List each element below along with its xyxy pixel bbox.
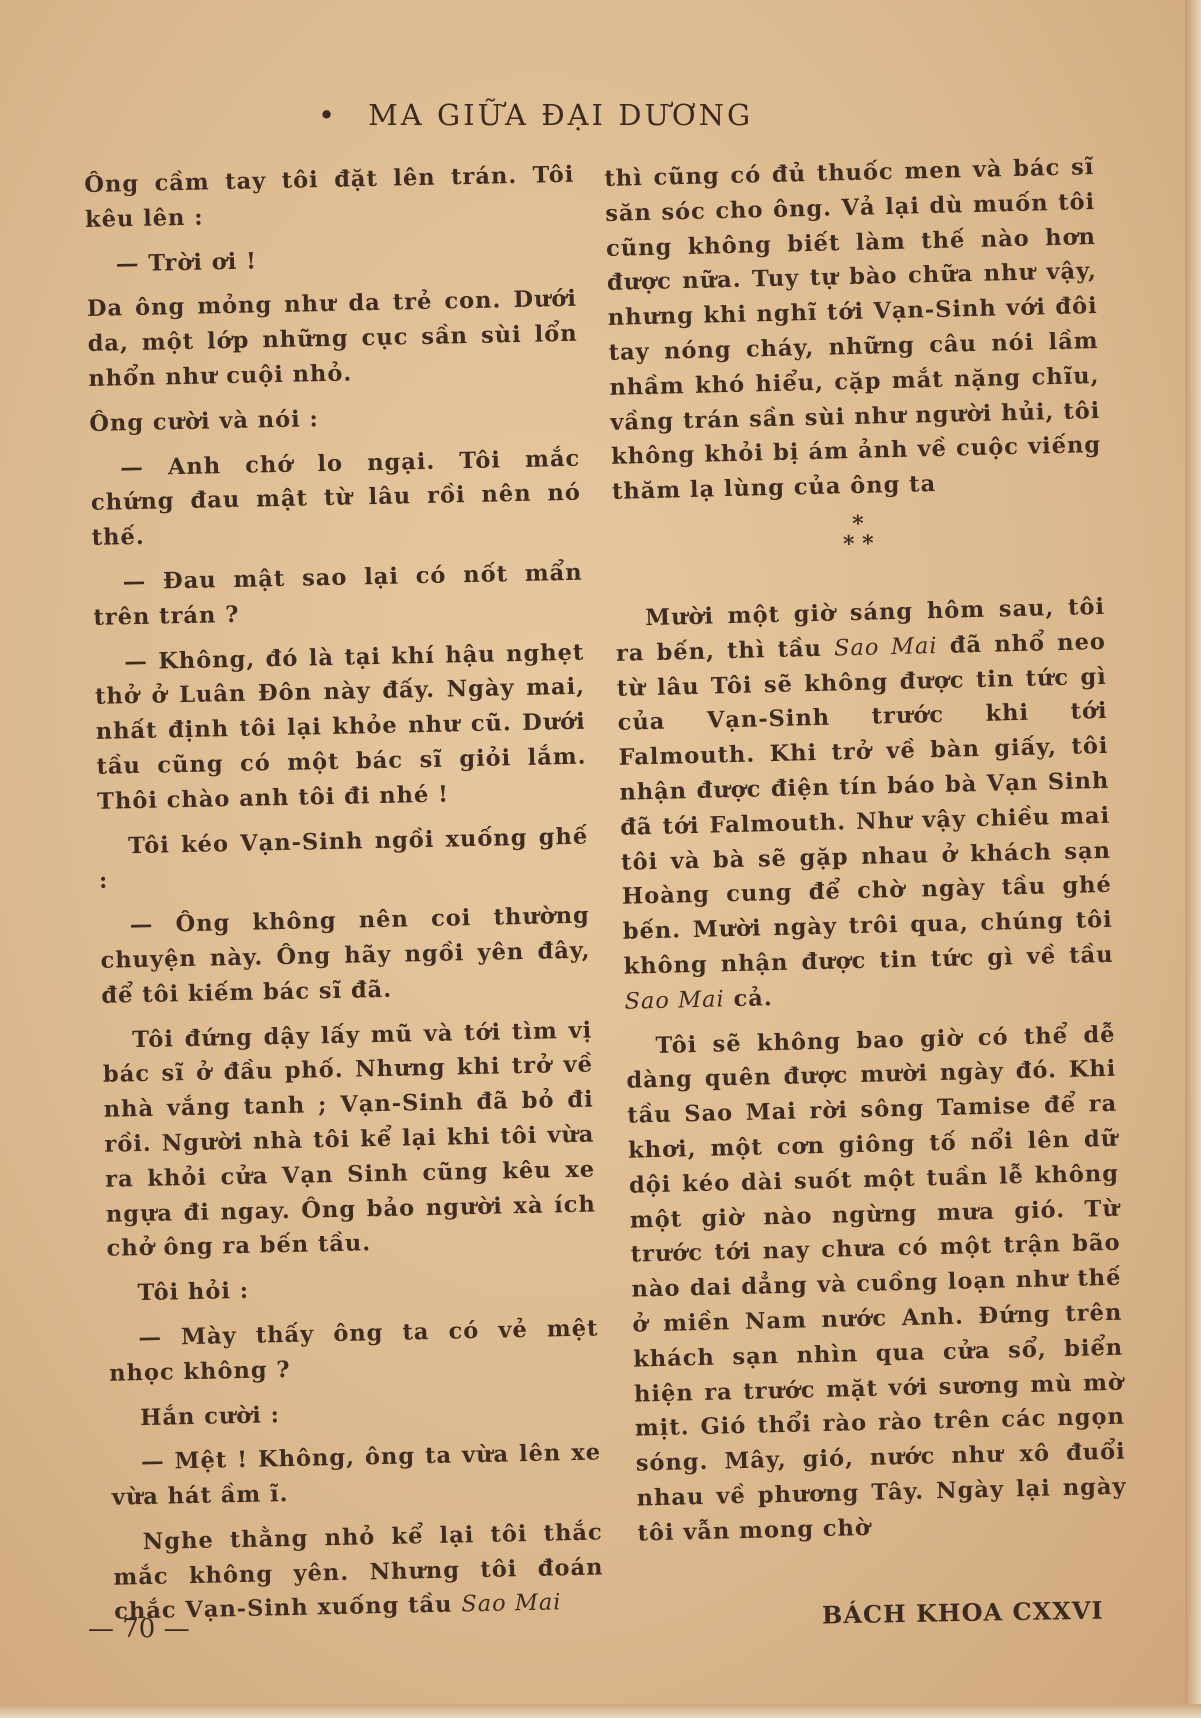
page-number: — 70 — bbox=[88, 1614, 190, 1644]
paragraph: — Đau mật sao lại có nốt mẩn trên trán ? bbox=[93, 559, 583, 631]
ship-name: Sao Mai bbox=[833, 632, 938, 662]
paragraph-text: cả. bbox=[733, 984, 773, 1012]
left-column bbox=[84, 158, 605, 1630]
paragraph: — Trời ơi ! bbox=[115, 247, 258, 277]
asterism-bottom: * * bbox=[842, 530, 875, 558]
asterism-top: * bbox=[851, 510, 864, 538]
paragraph: Da ông mỏng như da trẻ con. Dưới da, một lớp những cục sần sùi lổn nhổn như cuội nhỏ. bbox=[86, 286, 578, 392]
paragraph: Tôi sẽ không bao giờ có thể dễ dàng quên được mười ngày đó. Khi tầu Sao Mai rời sông Tamise để ra khơi, một cơn giông tố nổi lên dữ dội kéo dài suốt một tuần lễ không một giờ nào ngừng mưa gió. Từ trước tới nay chưa có một trận bão nào dai dẳng và cuồng loạn như thế ở miền Nam nước Anh. Đứng trên khách sạn nhìn qua cửa sổ, biển hiện ra trước mặt với sương mù mờ mịt. Gió thổi rào rào trên các ngọn sóng. Mây, gió, nước như xô đuổi nhau về phương Tây. Ngày lại ngày tôi vẫn mong chờ bbox=[626, 1021, 1127, 1547]
paragraph-text: Mười một giờ sáng hôm sau, tôi ra bến, thì tầu bbox=[615, 593, 1106, 667]
page-edge-right bbox=[1185, 0, 1201, 1718]
paragraph: thì cũng có đủ thuốc men và bác sĩ săn sóc cho ông. Vả lại dù muốn tôi cũng không biết làm thế nào hơn được nữa. Tuy tự bào chữa như vậy, nhưng khi nghĩ tới Vạn-Sinh với đôi tay nóng cháy, những câu nói lầm nhầm khó hiểu, cặp mắt nặng chĩu, vầng trán sần sùi như người hủi, tôi không khỏi bị ám ảnh về cuộc viếng thăm lạ lùng của ông ta bbox=[604, 154, 1102, 506]
paragraph: — Ông không nên coi thường chuyện này. Ông hãy ngồi yên đây, để tôi kiếm bác sĩ đã. bbox=[100, 902, 591, 1009]
right-column bbox=[604, 150, 1128, 1551]
paragraph: — Mệt ! Không, ông ta vừa lên xe vừa hát ầm ĩ. bbox=[111, 1439, 602, 1511]
paragraph: — Anh chớ lo ngại. Tôi mắc chứng đau mật từ lâu rồi nên nó thế. bbox=[90, 445, 582, 552]
paragraph-text: đã nhổ neo từ lâu Tôi sẽ không được tin tức gì của Vạn-Sinh trước khi tới Falmouth. Khi trở về bàn giấy, tôi nhận được điện tín báo bà Vạn Sinh đã tới Falmouth. Như vậy chiều mai tôi và bà sẽ gặp nhau ở khách sạn Hoàng cung để chờ ngày tầu ghé bến. Mười ngày trôi qua, chúng tôi không nhận được tin tức gì về tầu bbox=[616, 628, 1114, 980]
paragraph bbox=[112, 1515, 604, 1630]
paragraph: Hắn cười : bbox=[139, 1401, 281, 1431]
page-edge-bottom bbox=[0, 1704, 1201, 1718]
paragraph: Ông cầm tay tôi đặt lên trán. Tôi kêu lên : bbox=[84, 161, 575, 233]
paragraph: — Không, đó là tại khí hậu nghẹt thở ở Luân Đôn này đấy. Ngày mai, nhất định tôi lại khỏe như cũ. Dưới tầu cũng có một bác sĩ giỏi lắm. Thôi chào anh tôi đi nhé ! bbox=[94, 639, 587, 815]
paragraph-text: Nghe thằng nhỏ kể lại tôi thắc mắc không yên. Nhưng tôi đoán chắc Vạn-Sinh xuống tầu bbox=[113, 1519, 604, 1626]
header-title: MA GIỮA ĐẠI DƯƠNG bbox=[368, 98, 754, 132]
ship-name: Sao Mai bbox=[461, 1589, 562, 1618]
paragraph: — Mày thấy ông ta có vẻ mệt nhọc không ? bbox=[108, 1315, 599, 1387]
ship-name: Sao Mai bbox=[624, 986, 725, 1015]
publication-name: BÁCH KHOA CXXVI bbox=[821, 1595, 1104, 1630]
paragraph: Tôi hỏi : bbox=[137, 1277, 250, 1307]
paragraph: Ông cười và nói : bbox=[89, 405, 320, 437]
header-bullet: • bbox=[318, 98, 339, 132]
running-header bbox=[318, 98, 753, 132]
paragraph: Tôi đứng dậy lấy mũ và tới tìm vị bác sĩ ở đầu phố. Nhưng khi trở về nhà vắng tanh ; Vạn-Sinh đã bỏ đi rồi. Người nhà tôi kể lại khi tôi vừa ra khỏi cửa Vạn Sinh cũng kêu xe ngựa đi ngay. Ông bảo người xà ích chở ông ra bến tầu. bbox=[102, 1017, 597, 1263]
paragraph bbox=[615, 590, 1115, 1019]
paragraph: Tôi kéo Vạn-Sinh ngồi xuống ghế : bbox=[98, 823, 589, 895]
section-break bbox=[613, 508, 1104, 560]
